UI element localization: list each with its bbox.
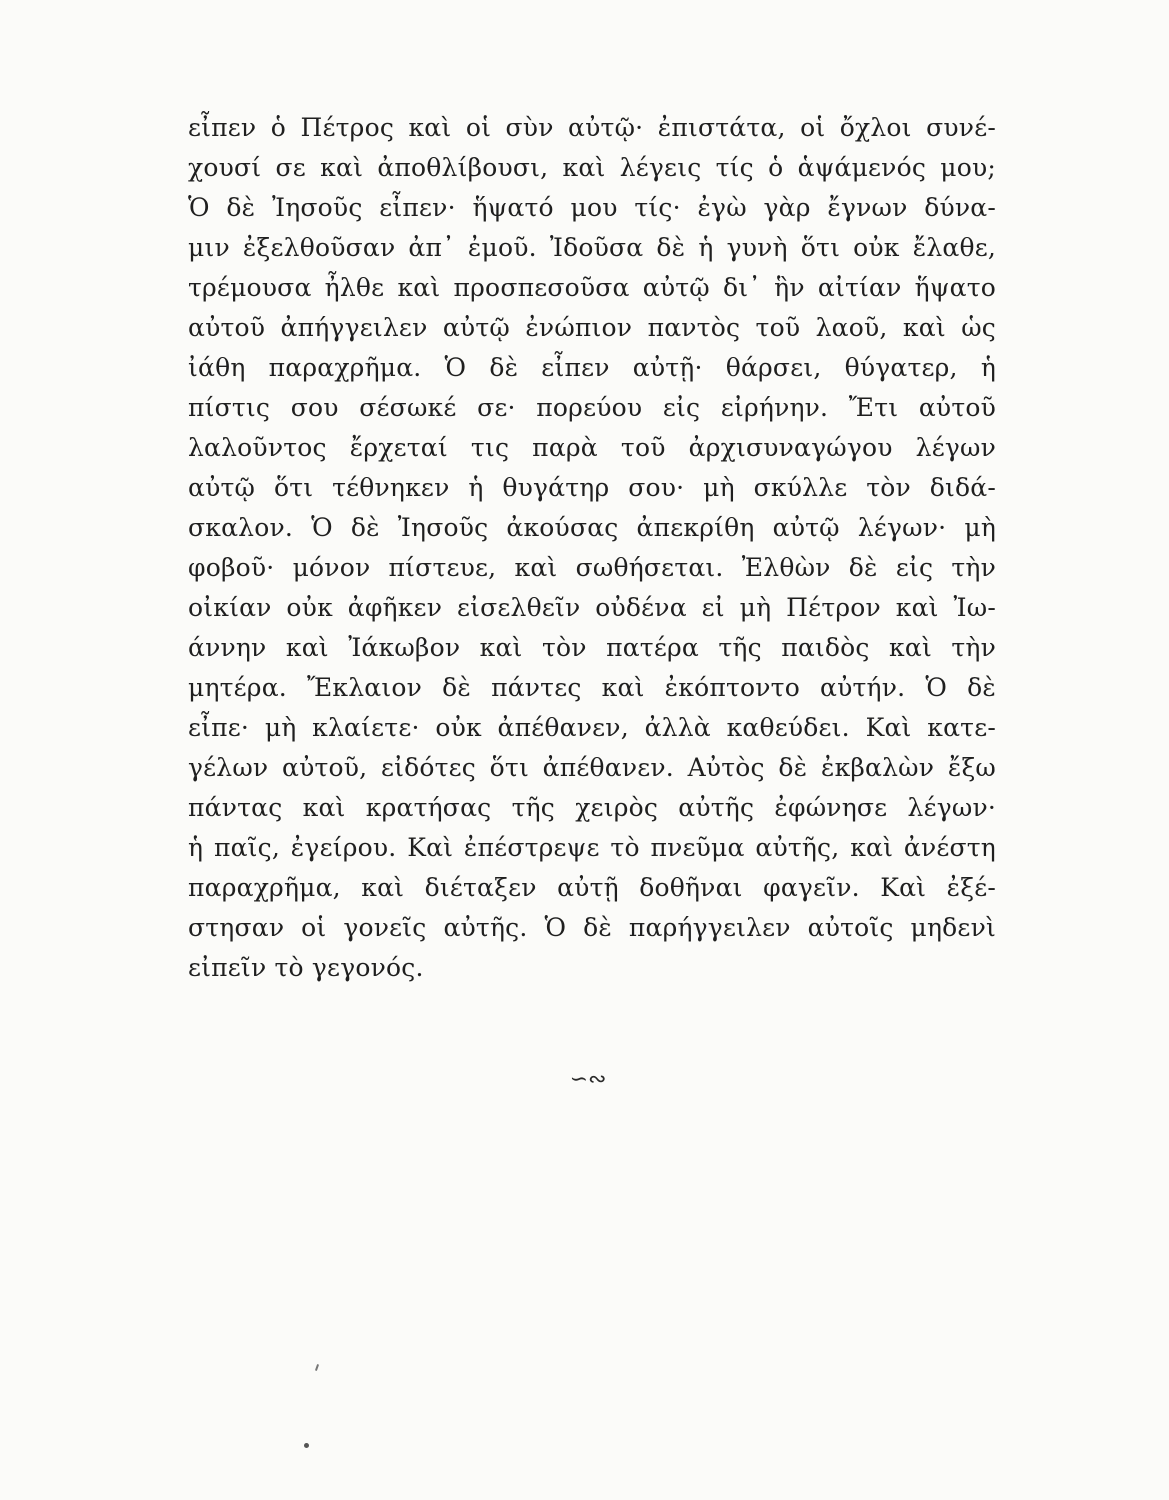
text-line: στησαν οἱ γονεῖς αὐτῆς. Ὁ δὲ παρήγγειλεν αὐτοῖς μηδενὶ <box>188 913 996 942</box>
text-line: άννην καὶ Ἰάκωβον καὶ τὸν πατέρα τῆς παιδὸς καὶ τὴν <box>188 633 996 662</box>
text-line: πίστις σου σέσωκέ σε· πορεύου εἰς εἰρήνην. Ἔτι αὐτοῦ <box>188 393 996 422</box>
paper-speck <box>304 1443 309 1448</box>
text-line: οἰκίαν οὐκ ἀφῆκεν εἰσελθεῖν οὐδένα εἰ μὴ Πέτρον καὶ Ἰω- <box>188 593 996 622</box>
text-line: ἡ παῖς, ἐγείρου. Καὶ ἐπέστρεψε τὸ πνεῦμα αὐτῆς, καὶ ἀνέστη <box>188 833 996 862</box>
paper-speck <box>315 1364 319 1371</box>
text-line: αὐτοῦ ἀπήγγειλεν αὐτῷ ἐνώπιον παντὸς τοῦ λαοῦ, καὶ ὡς <box>188 313 996 342</box>
text-line: αὐτῷ ὅτι τέθνηκεν ἡ θυγάτηρ σου· μὴ σκύλλε τὸν διδά- <box>188 473 996 502</box>
text-line: φοβοῦ· μόνον πίστευε, καὶ σωθήσεται. Ἐλθὼν δὲ εἰς τὴν <box>188 553 996 582</box>
text-line: εἰπεῖν τὸ γεγονός. <box>188 953 424 982</box>
text-line: εἶπε· μὴ κλαίετε· οὐκ ἀπέθανεν, ἀλλὰ καθεύδει. Καὶ κατε- <box>188 713 996 742</box>
text-line: χουσί σε καὶ ἀποθλίβουσι, καὶ λέγεις τίς ὁ ἁψάμενός μου; <box>188 153 996 182</box>
text-line: λαλοῦντος ἔρχεταί τις παρὰ τοῦ ἀρχισυναγώγου λέγων <box>188 433 996 462</box>
text-line: γέλων αὐτοῦ, εἰδότες ὅτι ἀπέθανεν. Αὐτὸς δὲ ἐκβαλὼν ἔξω <box>188 753 996 782</box>
text-line: πάντας καὶ κρατήσας τῆς χειρὸς αὐτῆς ἐφώνησε λέγων· <box>188 793 996 822</box>
text-line: μητέρα. Ἔκλαιον δὲ πάντες καὶ ἐκόπτοντο αὐτήν. Ὁ δὲ <box>188 673 996 702</box>
text-line: παραχρῆμα, καὶ διέταξεν αὐτῇ δοθῆναι φαγεῖν. Καὶ ἐξέ- <box>188 873 996 902</box>
body-text <box>188 108 996 988</box>
text-line: ἰάθη παραχρῆμα. Ὁ δὲ εἶπεν αὐτῇ· θάρσει, θύγατερ, ἡ <box>188 353 996 382</box>
text-line: σκαλον. Ὁ δὲ Ἰησοῦς ἀκούσας ἀπεκρίθη αὐτῷ λέγων· μὴ <box>188 513 996 542</box>
text-line: τρέμουσα ἦλθε καὶ προσπεσοῦσα αὐτῷ δι᾿ ἣν αἰτίαν ἥψατο <box>188 273 996 302</box>
text-line: μιν ἐξελθοῦσαν ἀπ᾿ ἐμοῦ. Ἰδοῦσα δὲ ἡ γυνὴ ὅτι οὐκ ἔλαθε, <box>188 233 996 262</box>
ornament-icon: ∽∾ <box>569 1067 607 1092</box>
text-line: εἶπεν ὁ Πέτρος καὶ οἱ σὺν αὐτῷ· ἐπιστάτα, οἱ ὄχλοι συνέ- <box>188 113 996 142</box>
text-line: Ὁ δὲ Ἰησοῦς εἶπεν· ἥψατό μου τίς· ἐγὼ γὰρ ἔγνων δύνα- <box>188 193 996 222</box>
